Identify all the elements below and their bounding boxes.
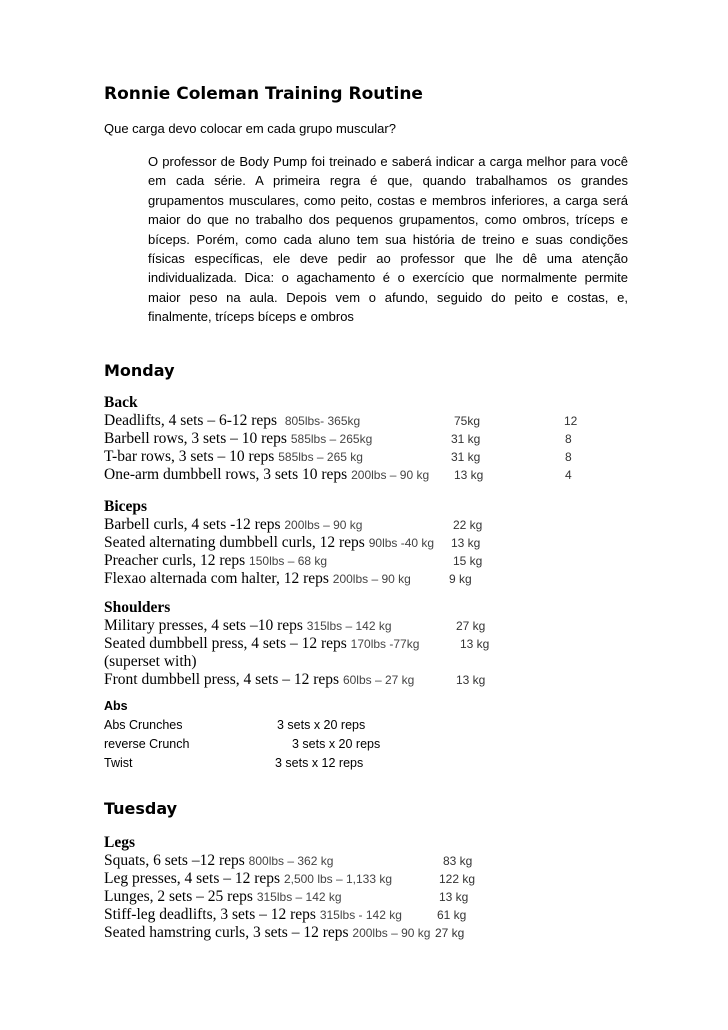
abs-exercise-name: Abs Crunches — [104, 718, 183, 732]
exercise-entry — [104, 516, 362, 534]
load-kg: 22 kg — [453, 518, 483, 532]
exercise-row — [104, 412, 578, 430]
reps-count: 8 — [565, 432, 572, 446]
exercise-entry — [104, 534, 434, 552]
load-lbs: 200lbs – 90 kg — [351, 468, 430, 482]
exercise-name: Military presses, 4 sets –10 reps — [104, 617, 303, 634]
section-legs — [104, 834, 476, 942]
exercise-row — [104, 448, 572, 466]
load-kg: 13 kg — [456, 673, 486, 687]
exercise-entry — [104, 888, 342, 906]
exercise-row — [104, 870, 476, 888]
load-kg: 27 kg — [435, 926, 465, 940]
load-kg: 13 kg — [439, 890, 469, 904]
exercise-row — [104, 534, 481, 552]
exercise-row — [104, 430, 572, 448]
exercise-entry — [104, 448, 363, 466]
reps-count: 4 — [565, 468, 572, 482]
exercise-row — [104, 617, 486, 635]
exercise-entry — [104, 852, 333, 870]
exercise-name: One-arm dumbbell rows, 3 sets 10 reps — [104, 466, 348, 483]
load-lbs: 170lbs -77kg — [350, 637, 420, 651]
load-kg: 13 kg — [451, 536, 481, 550]
exercise-name: Barbell curls, 4 sets -12 reps — [104, 516, 281, 533]
exercise-name: Front dumbbell press, 4 sets – 12 reps — [104, 671, 340, 688]
exercise-row — [104, 466, 572, 484]
section-heading-biceps: Biceps — [104, 498, 148, 515]
exercise-entry — [104, 466, 429, 484]
question-text: Que carga devo colocar em cada grupo muscular? — [104, 121, 396, 136]
section-back — [104, 394, 578, 484]
reps-count: 8 — [565, 450, 572, 464]
document-title: Ronnie Coleman Training Routine — [104, 84, 423, 104]
section-biceps — [104, 498, 483, 588]
exercise-entry — [104, 617, 392, 635]
section-shoulders — [104, 599, 490, 689]
exercise-row — [104, 516, 483, 534]
exercise-row — [104, 570, 472, 588]
abs-row — [104, 735, 381, 754]
exercise-name: Barbell rows, 3 sets – 10 reps — [104, 430, 287, 447]
abs-exercise-name: reverse Crunch — [104, 737, 190, 751]
load-lbs: 585lbs – 265kg — [290, 432, 373, 446]
section-heading-shoulders: Shoulders — [104, 599, 171, 616]
abs-sets: 3 sets x 20 reps — [277, 718, 366, 732]
load-lbs: 200lbs – 90 kg — [284, 518, 363, 532]
intro-paragraph: O professor de Body Pump foi treinado e saberá indicar a carga melhor para você em cada série. A primeira regra é que, quando trabalhamos os grandes grupamentos musculares, como peito, costas e membros inferiores, a carga será maior do que no trabalho dos pequenos grupamentos, como ombros, tríceps e bíceps. Porém, como cada aluno tem sua história de treino e suas condições físicas específicas, ele deve pedir ao professor que lhe dê uma atenção individualizada. Dica: o agachamento é o exercício que normalmente permite maior peso na aula. Depois vem o afundo, seguido do peito e costas, e, finalmente, tríceps bíceps e ombros — [148, 154, 628, 325]
exercise-entry — [104, 870, 392, 888]
load-lbs: 315lbs – 142 kg — [256, 890, 342, 904]
section-heading-legs: Legs — [104, 834, 135, 851]
load-lbs: 800lbs – 362 kg — [248, 854, 334, 868]
load-kg: 83 kg — [443, 854, 473, 868]
exercise-row — [104, 552, 483, 570]
exercise-row — [104, 852, 473, 870]
load-lbs: 60lbs – 27 kg — [342, 673, 415, 687]
load-lbs: 200lbs – 90 kg — [332, 572, 411, 586]
abs-row — [104, 716, 366, 735]
exercise-entry — [104, 412, 360, 430]
exercise-row — [104, 635, 490, 653]
exercise-name: Preacher curls, 12 reps — [104, 552, 246, 569]
exercise-name: Leg presses, 4 sets – 12 reps — [104, 870, 281, 887]
reps-count: 12 — [564, 414, 578, 428]
abs-sets: 3 sets x 12 reps — [275, 756, 364, 770]
exercise-row — [104, 888, 469, 906]
load-lbs: 315lbs - 142 kg — [319, 908, 402, 922]
load-kg: 13 kg — [460, 637, 490, 651]
load-kg: 122 kg — [439, 872, 476, 886]
exercise-name: Flexao alternada com halter, 12 reps — [104, 570, 329, 587]
exercise-name: T-bar rows, 3 sets – 10 reps — [104, 448, 275, 465]
exercise-entry — [104, 635, 419, 653]
load-kg: 27 kg — [456, 619, 486, 633]
load-kg: 31 kg — [451, 432, 481, 446]
load-kg: 15 kg — [453, 554, 483, 568]
section-heading-abs: Abs — [104, 699, 128, 713]
exercise-row — [104, 906, 467, 924]
exercise-entry — [104, 430, 372, 448]
abs-row — [104, 754, 364, 773]
exercise-entry — [104, 924, 430, 942]
load-lbs: 200lbs – 90 kg — [352, 926, 431, 940]
exercise-row — [104, 653, 197, 671]
exercise-entry — [104, 906, 402, 924]
abs-exercise-name: Twist — [104, 756, 133, 770]
day-heading-monday: Monday — [104, 361, 175, 380]
exercise-entry — [104, 552, 327, 570]
exercise-name: Lunges, 2 sets – 25 reps — [104, 888, 253, 905]
load-lbs: 2,500 lbs – 1,133 kg — [283, 872, 393, 886]
exercise-name: Deadlifts, 4 sets – 6-12 reps — [104, 412, 278, 429]
load-kg: 31 kg — [451, 450, 481, 464]
exercise-name: Squats, 6 sets –12 reps — [104, 852, 245, 869]
exercise-entry — [104, 671, 414, 689]
load-kg: 13 kg — [454, 468, 484, 482]
load-lbs: 315lbs – 142 kg — [306, 619, 392, 633]
exercise-name: Stiff-leg deadlifts, 3 sets – 12 reps — [104, 906, 316, 923]
section-abs — [104, 697, 381, 773]
load-kg: 61 kg — [437, 908, 467, 922]
exercise-name: Seated alternating dumbbell curls, 12 reps — [104, 534, 365, 551]
exercise-row — [104, 671, 486, 689]
load-kg: 75kg — [454, 414, 481, 428]
abs-sets: 3 sets x 20 reps — [292, 737, 381, 751]
load-lbs: 150lbs – 68 kg — [249, 554, 328, 568]
load-lbs: 90lbs -40 kg — [368, 536, 435, 550]
exercise-entry — [104, 570, 411, 588]
exercise-row — [104, 924, 465, 942]
load-lbs: 805lbs- 365kg — [284, 414, 361, 428]
exercise-name: Seated dumbbell press, 4 sets – 12 reps — [104, 635, 347, 652]
load-lbs: 585lbs – 265 kg — [278, 450, 363, 464]
exercise-name: Seated hamstring curls, 3 sets – 12 reps — [104, 924, 349, 941]
load-kg: 9 kg — [449, 572, 472, 586]
superset-note: (superset with) — [104, 653, 197, 670]
section-heading-back: Back — [104, 394, 138, 411]
day-heading-tuesday: Tuesday — [104, 799, 178, 818]
